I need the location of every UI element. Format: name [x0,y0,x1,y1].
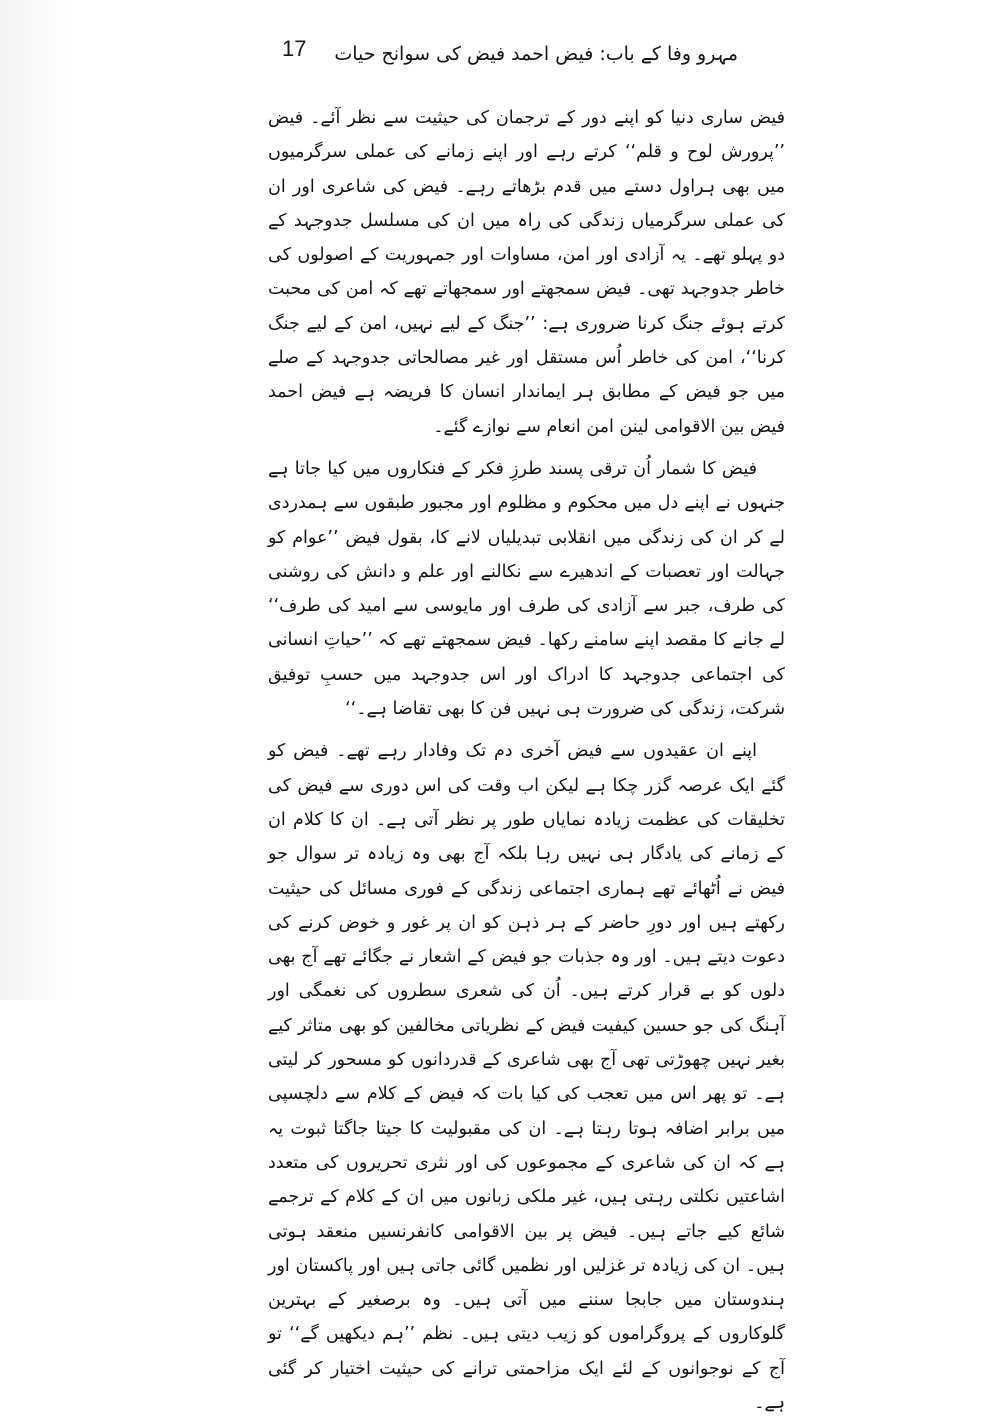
paragraph-1: فیض ساری دنیا کو اپنے دور کے ترجمان کی حیثیت سے نظر آئے۔ فیض ’’پرورش لوح و قلم‘‘ کرتے رہے اور اپنے زمانے کی عملی سرگرمیوں میں بھی ہراول دستے میں قدم بڑھاتے رہے۔ فیض کی شاعری اور ان کی عملی سرگرمیاں زندگی کی راہ میں ان کی مسلسل جدوجہد کے دو پہلو تھے۔ یہ آزادی اور امن، مساوات اور جمہوریت کے اصولوں کی خاطر جدوجہد تھی۔ فیض سمجھتے اور سمجھاتے تھے کہ امن کی محبت کرتے ہوئے جنگ کرنا ضروری ہے: ’’جنگ کے لیے نہیں، امن کے لیے جنگ کرنا‘‘، امن کی خاطر اُس مستقل اور غیر مصالحاتی جدوجہد کے صلے میں جو فیض کے مطابق ہر ایماندار انسان کا فریضہ ہے فیض احمد فیض بین الاقوامی لینن امن انعام سے نوازے گئے۔ [268,108,785,437]
page-number: 17 [282,36,307,61]
paragraph-3: اپنے ان عقیدوں سے فیض آخری دم تک وفادار رہے تھے۔ فیض کو گئے ایک عرصہ گزر چکا ہے لیکن اب وقت کی اس دوری سے فیض کی تخلیقات کی عظمت زیادہ نمایاں طور پر نظر آتی ہے۔ ان کا کلام ان کے زمانے کی یادگار ہی نہیں رہا بلکہ آج بھی وہ زیادہ تر سوال جو فیض نے اُٹھائے تھے ہماری اجتماعی زندگی کے فوری مسائل کی حیثیت رکھتے ہیں اور دورِ حاضر کے ہر ذہن کو ان پر غور و خوض کرنے کی دعوت دیتے ہیں۔ اور وہ جذبات جو فیض کے اشعار نے جگائے تھے آج بھی دلوں کو بے قرار کرتے ہیں۔ اُن کی شعری سطروں کی نغمگی اور آہنگ کی جو حسین کیفیت فیض کے نظریاتی مخالفین کو بھی متاثر کیے بغیر نہیں چھوڑتی تھی آج بھی شاعری کے قدردانوں کو مسحور کر لیتی ہے۔ تو پھر اس میں تعجب کی کیا بات کہ فیض کے کلام سے دلچسپی میں برابر اضافہ ہوتا رہتا ہے۔ ان کی مقبولیت کا جیتا جاگتا ثبوت یہ ہے کہ ان کی شاعری کے مجموعوں کی اور نثری تحریروں کی متعدد اشاعتیں نکلتی رہتی ہیں، غیر ملکی زبانوں میں ان کے کلام کے ترجمے شائع کیے جاتے ہیں۔ فیض پر بین الاقوامی کانفرنسیں منعقد ہوتی ہیں۔ ان کی زیادہ تر غزلیں اور نظمیں گائی جاتی ہیں اور پاکستان اور ہندوستان میں جابجا سننے میں آتی ہیں۔ وہ برصغیر کے بہترین گلوکاروں کے پروگراموں کو زیب دیتی ہیں۔ نظم ’’ہم دیکھیں گے‘‘ تو آج کے نوجوانوں کے لئے ایک مزاحمتی ترانے کی حیثیت اختیار کر گئی ہے۔ [268,741,785,1413]
paragraph-2: فیض کا شمار اُن ترقی پسند طرزِ فکر کے فنکاروں میں کیا جاتا ہے جنہوں نے اپنے دل میں محکوم و مظلوم اور مجبور طبقوں سے ہمدردی لے کر ان کی زندگی میں انقلابی تبدیلیاں لانے کا، بقول فیض ’’عوام کو جہالت اور تعصبات کے اندھیرے سے نکالنے اور علم و دانش کی روشنی کی طرف، جبر سے آزادی کی طرف اور مایوسی سے امید کی طرف‘‘ لے جانے کا مقصد اپنے سامنے رکھا۔ فیض سمجھتے تھے کہ ’’حیاتِ انسانی کی اجتماعی جدوجہد کا ادراک اور اس جدوجہد میں حسبِ توفیق شرکت، زندگی کی ضرورت ہی نہیں فن کا بھی تقاضا ہے۔‘‘ [268,458,785,720]
binding-shadow [0,0,70,1000]
body-text [268,101,785,1420]
running-title: مہرو وفا کے باب: فیض احمد فیض کی سوانح حیات [334,43,738,65]
